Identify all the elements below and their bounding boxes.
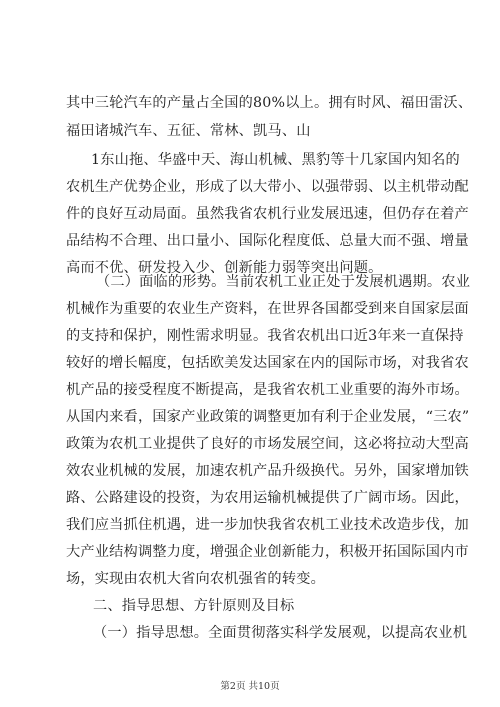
section-heading: 二、指导思想、方针原则及目标 bbox=[93, 598, 295, 614]
text-line: 福田诸城汽车、五征、常林、凯马、山 bbox=[66, 123, 311, 139]
text-line: （二）面临的形势。当前农机工业正处于发展机遇期。农业 bbox=[96, 274, 471, 290]
text-line: 政策为农机工业提供了良好的市场发展空间，这必将拉动大型高 bbox=[66, 436, 469, 452]
text-line: 高而不优、研发投入少、创新能力弱等突出问题。 bbox=[66, 260, 383, 276]
page-number-footer: 第2页 共10页 bbox=[220, 681, 280, 692]
text-line: 大产业结构调整力度，增强企业创新能力，积极开拓国际国内市 bbox=[66, 544, 469, 560]
text-line: 较好的增长幅度，包括欧美发达国家在内的国际市场，对我省农 bbox=[66, 355, 469, 371]
text-line: 机产品的接受程度不断提高，是我省农机工业重要的海外市场。 bbox=[66, 382, 469, 398]
text-line: 机械作为重要的农业生产资料，在世界各国都受到来自国家层面 bbox=[66, 301, 469, 317]
text-line: 效农业机械的发展，加速农机产品升级换代。另外，国家增加铁 bbox=[66, 463, 469, 479]
text-line: 的支持和保护，刚性需求明显。我省农机出口近3年来一直保持 bbox=[66, 328, 464, 344]
text-line: 农机生产优势企业，形成了以大带小、以强带弱、以主机带动配 bbox=[66, 179, 469, 195]
text-line: 1东山拖、华盛中天、海山机械、黑豹等十几家国内知名的 bbox=[91, 152, 460, 168]
text-line: （一）指导思想。全面贯彻落实科学发展观，以提高农业机 bbox=[93, 625, 468, 641]
text-line: 其中三轮汽车的产量占全国的80%以上。拥有时风、福田雷沃、 bbox=[66, 95, 473, 111]
text-line: 场，实现由农机大省向农机强省的转变。 bbox=[66, 571, 325, 587]
text-line: 路、公路建设的投资，为农用运输机械提供了广阔市场。因此， bbox=[66, 490, 469, 506]
text-line: 件的良好互动局面。虽然我省农机行业发展迅速，但仍存在着产 bbox=[66, 206, 469, 222]
text-line: 品结构不合理、出口量小、国际化程度低、总量大而不强、增量 bbox=[66, 233, 469, 249]
text-line: 从国内来看，国家产业政策的调整更加有利于企业发展，“三农” bbox=[66, 409, 470, 425]
text-line: 我们应当抓住机遇，进一步加快我省农机工业技术改造步伐，加 bbox=[66, 517, 469, 533]
